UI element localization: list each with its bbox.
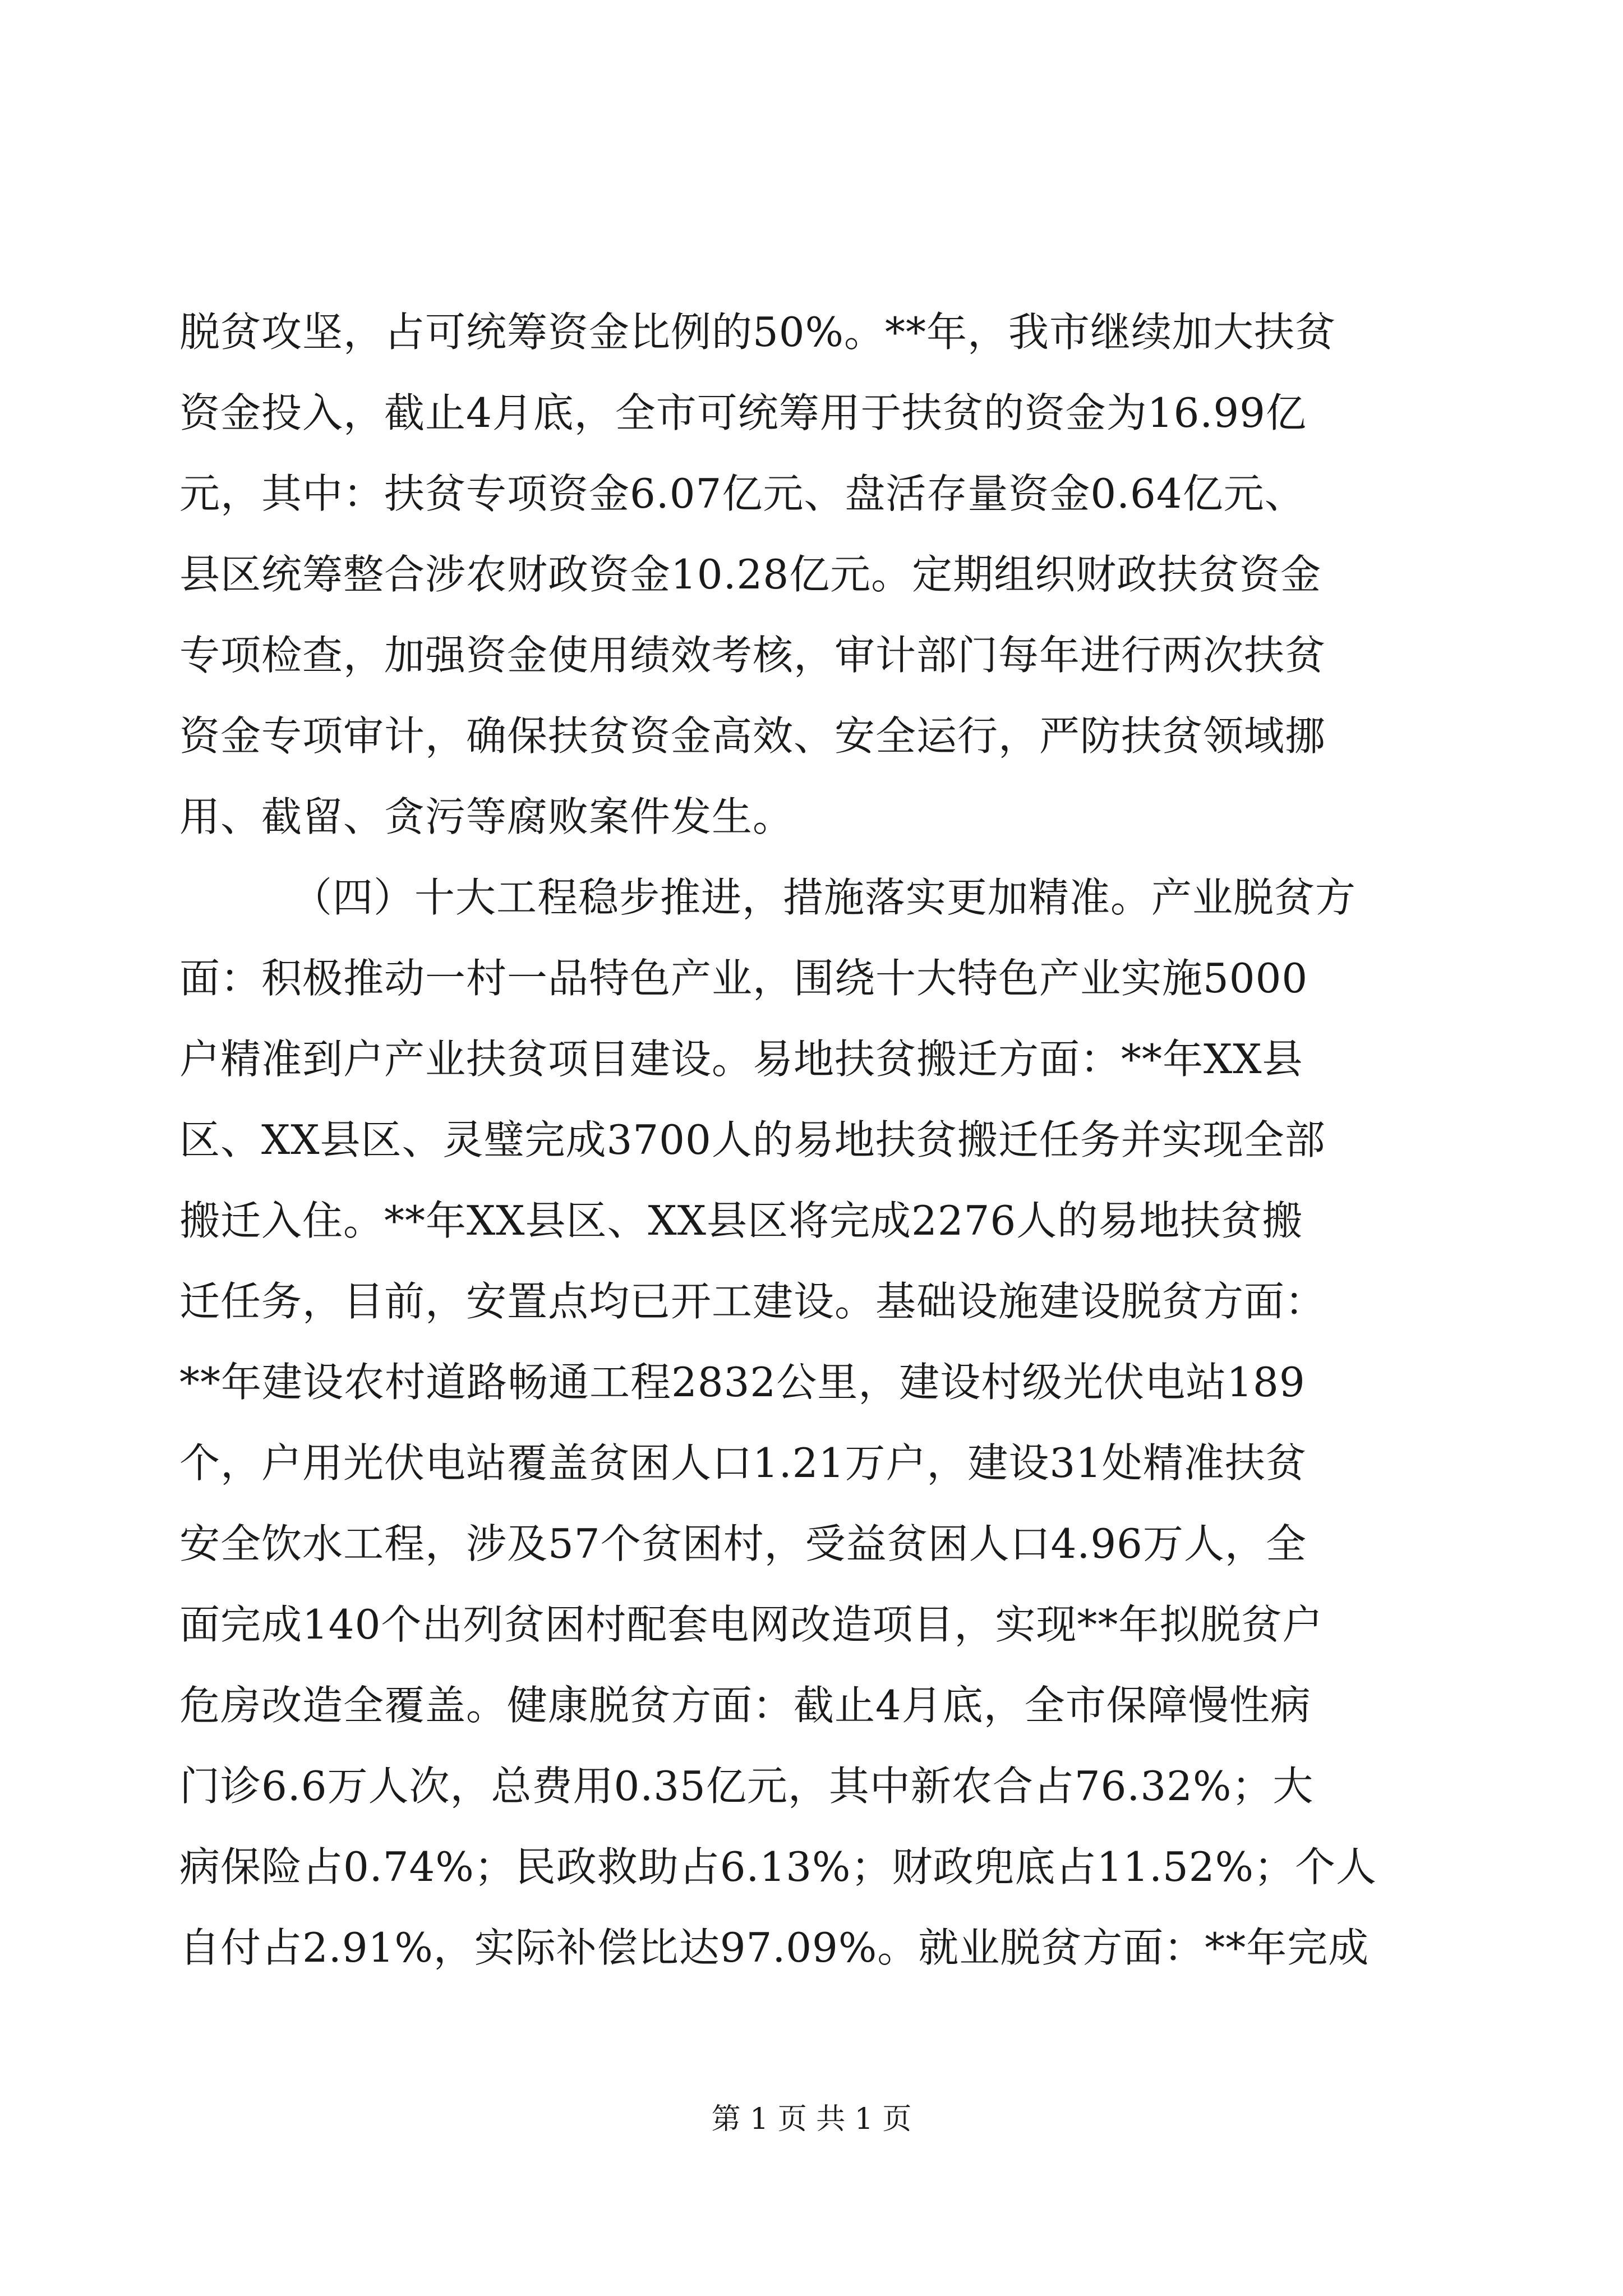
text-line: 迁任务，目前，安置点均已开工建设。基础设施建设脱贫方面： <box>179 1278 1326 1325</box>
text-line: 病保险占0.74%；民政救助占6.13%；财政兜底占11.52%；个人 <box>179 1843 1377 1890</box>
text-line: 户精准到户产业扶贫项目建设。易地扶贫搬迁方面：**年XX县 <box>179 1036 1303 1083</box>
text-line: 搬迁入住。**年XX县区、XX县区将完成2276人的易地扶贫搬 <box>179 1197 1303 1244</box>
text-line: 元，其中：扶贫专项资金6.07亿元、盘活存量资金0.64亿元、 <box>179 470 1306 517</box>
text-line: 危房改造全覆盖。健康脱贫方面：截止4月底，全市保障慢性病 <box>179 1682 1311 1729</box>
text-line: **年建设农村道路畅通工程2832公里，建设村级光伏电站189 <box>179 1359 1306 1406</box>
text-line: 自付占2.91%，实际补偿比达97.09%。就业脱贫方面：**年完成 <box>179 1924 1370 1971</box>
text-line: 面完成140个出列贫困村配套电网改造项目，实现**年拟脱贫户 <box>179 1601 1324 1648</box>
text-line: 门诊6.6万人次，总费用0.35亿元，其中新农合占76.32%；大 <box>179 1763 1314 1810</box>
text-line: 县区统筹整合涉农财政资金10.28亿元。定期组织财政扶贫资金 <box>179 551 1322 598</box>
text-line: 资金投入，截止4月底，全市可统筹用于扶贫的资金为16.99亿 <box>179 389 1307 436</box>
text-line: 面：积极推动一村一品特色产业，围绕十大特色产业实施5000 <box>179 955 1308 1002</box>
text-line: 专项检查，加强资金使用绩效考核，审计部门每年进行两次扶贫 <box>179 632 1326 679</box>
body-text <box>179 292 1447 1988</box>
text-line: 用、截留、贪污等腐败案件发生。 <box>179 793 794 840</box>
text-line: 脱贫攻坚，占可统筹资金比例的50%。**年，我市继续加大扶贫 <box>179 309 1336 356</box>
page-number-footer: 第 1 页 共 1 页 <box>711 2102 912 2136</box>
text-line: 安全饮水工程，涉及57个贫困村，受益贫困人口4.96万人，全 <box>179 1520 1307 1567</box>
section-heading-line: （四）十大工程稳步推进，措施落实更加精准。产业脱贫方 <box>292 874 1357 921</box>
text-line: 个，户用光伏电站覆盖贫困人口1.21万户，建设31处精准扶贫 <box>179 1439 1307 1487</box>
text-line: 资金专项审计，确保扶贫资金高效、安全运行，严防扶贫领域挪 <box>179 712 1326 760</box>
text-line: 区、XX县区、灵璧完成3700人的易地扶贫搬迁任务并实现全部 <box>179 1116 1326 1163</box>
